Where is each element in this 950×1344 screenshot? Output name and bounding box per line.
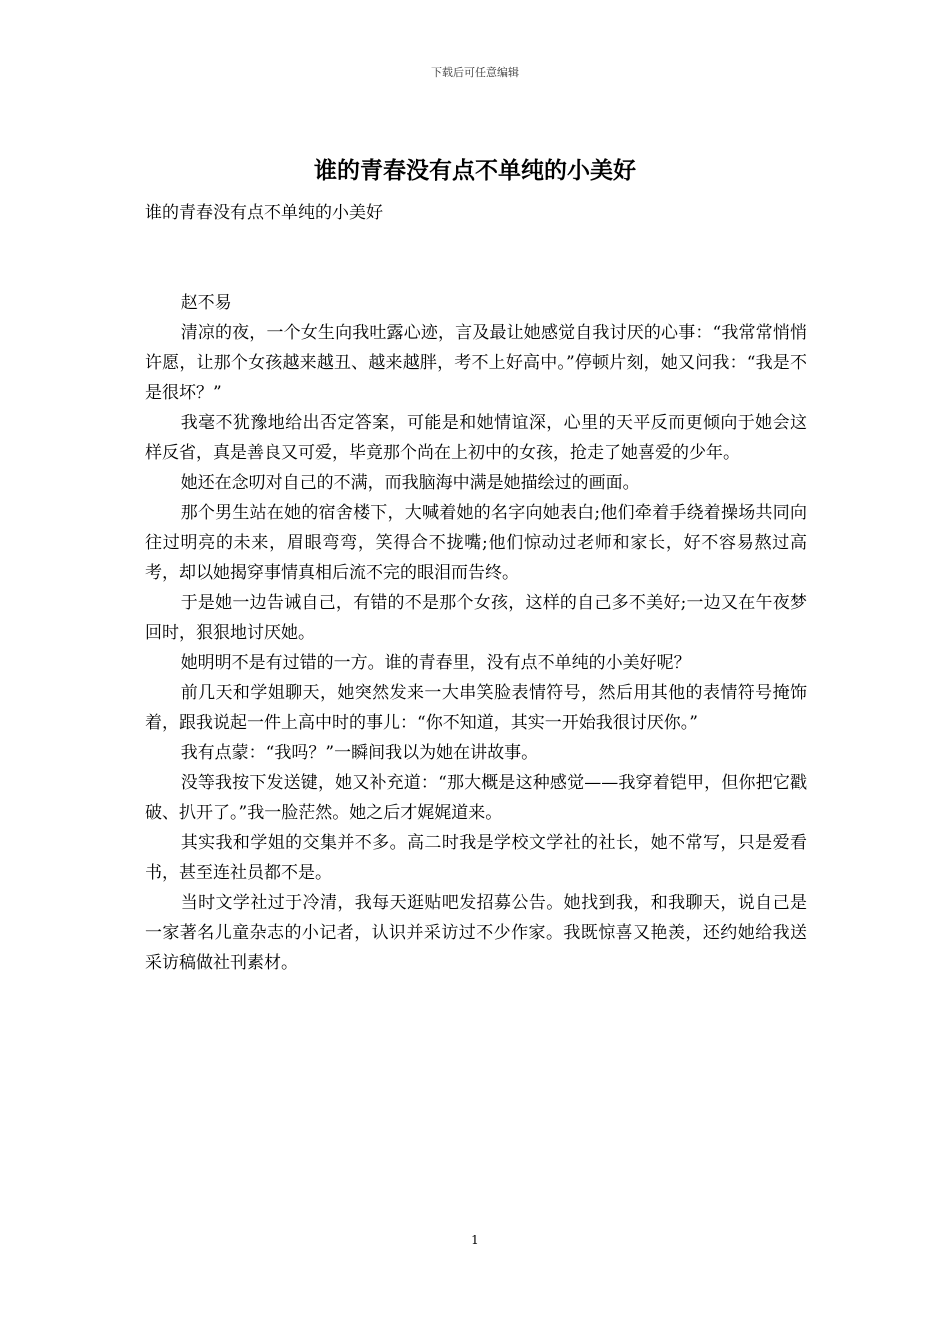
header-note: 下载后可任意编辑 xyxy=(431,66,519,79)
paragraph-8: 我有点蒙：“我吗？”一瞬间我以为她在讲故事。 xyxy=(180,743,539,763)
paragraph-5: 于是她一边告诫自己，有错的不是那个女孩，这样的自己多不美好;一边又在午夜梦回时，狠狠地讨厌她。 xyxy=(145,593,807,643)
paragraph-11: 当时文学社过于冷清，我每天逛贴吧发招募公告。她找到我，和我聊天，说自己是一家著名儿童杂志的小记者，认识并采访过不少作家。我既惊喜又艳羡，还约她给我送采访稿做社刊素材。 xyxy=(145,893,807,973)
page-number: 1 xyxy=(471,1233,479,1247)
subtitle: 谁的青春没有点不单纯的小美好 xyxy=(145,203,383,223)
paragraph-9: 没等我按下发送键，她又补充道：“那大概是这种感觉——我穿着铠甲，但你把它戳破、扒开了。”我一脸茫然。她之后才娓娓道来。 xyxy=(145,773,807,823)
paragraph-6: 她明明不是有过错的一方。谁的青春里，没有点不单纯的小美好呢？ xyxy=(180,653,691,673)
author-line: 赵不易 xyxy=(180,293,232,313)
document-title: 谁的青春没有点不单纯的小美好 xyxy=(314,157,636,184)
paragraph-7: 前几天和学姐聊天，她突然发来一大串笑脸表情符号，然后用其他的表情符号掩饰着，跟我说起一件上高中时的事儿：“你不知道，其实一开始我很讨厌你。” xyxy=(145,683,807,733)
paragraph-3: 她还在念叨对自己的不满，而我脑海中满是她描绘过的画面。 xyxy=(180,473,640,493)
paragraph-1: 清凉的夜，一个女生向我吐露心迹，言及最让她感觉自我讨厌的心事：“我常常悄悄许愿，让那个女孩越来越丑、越来越胖，考不上好高中。”停顿片刻，她又问我：“我是不是很坏？” xyxy=(145,323,807,403)
paragraph-10: 其实我和学姐的交集并不多。高二时我是学校文学社的社长，她不常写，只是爱看书，甚至连社员都不是。 xyxy=(145,833,807,883)
document-body xyxy=(145,198,807,978)
paragraph-2: 我毫不犹豫地给出否定答案，可能是和她情谊深，心里的天平反而更倾向于她会这样反省，真是善良又可爱，毕竟那个尚在上初中的女孩，抢走了她喜爱的少年。 xyxy=(145,413,807,463)
blank-line xyxy=(145,228,807,288)
paragraph-4: 那个男生站在她的宿舍楼下，大喊着她的名字向她表白;他们牵着手绕着操场共同向往过明亮的未来，眉眼弯弯，笑得合不拢嘴;他们惊动过老师和家长，好不容易熬过高考，却以她揭穿事情真相后流不完的眼泪而告终。 xyxy=(145,503,807,583)
